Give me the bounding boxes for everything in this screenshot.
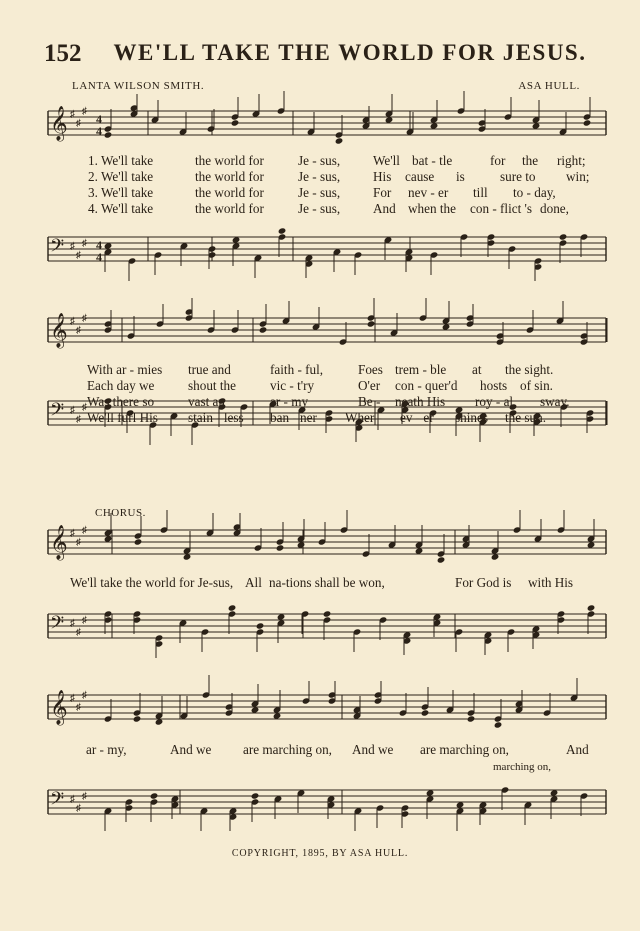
note-head (559, 233, 568, 240)
note-head (251, 792, 260, 799)
sharp-key-sign: ♯ (70, 618, 75, 629)
sharp-key-sign: ♯ (82, 402, 87, 413)
note-head (276, 544, 285, 551)
bass-clef: 𝄢 (50, 236, 65, 261)
sharp-key-sign: ♯ (76, 118, 81, 129)
verse-3-row-1: 3. We'll take the world for Je - sus, For nev - er till to - day, (88, 185, 556, 200)
note-head (467, 715, 476, 722)
sharp-key-sign: ♯ (70, 109, 75, 120)
sharp-key-sign: ♯ (76, 414, 81, 425)
sharp-key-sign: ♯ (82, 791, 87, 802)
time-sig-bottom: 4 (96, 124, 102, 138)
sharp-key-sign: ♯ (82, 525, 87, 536)
sharp-key-sign: ♯ (76, 250, 81, 261)
sharp-key-sign: ♯ (82, 106, 87, 117)
verse-3-row-2: Was there so vast an ar - my Be - neath His roy - al sway. (87, 394, 570, 409)
sharp-key-sign: ♯ (76, 537, 81, 548)
sharp-key-sign: ♯ (82, 615, 87, 626)
sharp-key-sign: ♯ (76, 702, 81, 713)
bass-clef: 𝄢 (50, 613, 65, 638)
sharp-key-sign: ♯ (82, 238, 87, 249)
verse-2-row-1: 2. We'll take the world for Je - sus, His cause is sure to win; (88, 169, 590, 184)
note-head (323, 610, 332, 617)
sharp-key-sign: ♯ (82, 690, 87, 701)
note-head (231, 119, 240, 126)
sharp-key-sign: ♯ (82, 313, 87, 324)
treble-clef: 𝄞 (50, 690, 68, 725)
note-head (134, 538, 143, 545)
chorus-lyrics-row-2: ar - my, And we are marching on, And we are marching on, And (86, 742, 589, 757)
sharp-key-sign: ♯ (70, 794, 75, 805)
time-sig-bottom: 4 (96, 250, 102, 264)
treble-clef: 𝄞 (50, 525, 68, 560)
note-head (104, 131, 113, 138)
note-head (256, 622, 265, 629)
note-head (587, 604, 596, 611)
verse-2-row-2: Each day we shout the vic - t'ry O'er con - quer'd hosts of sin. (87, 378, 553, 393)
composer-credit: ASA HULL. (518, 80, 580, 92)
sharp-key-sign: ♯ (70, 693, 75, 704)
hymn-title: WE'LL TAKE THE WORLD FOR JESUS. (113, 40, 587, 65)
note-head (437, 556, 446, 563)
time-sig-top: 4 (96, 112, 102, 126)
lyricist-credit: LANTA WILSON SMITH. (72, 80, 205, 92)
sharp-key-sign: ♯ (70, 528, 75, 539)
treble-clef: 𝄞 (50, 106, 68, 141)
verse-1-row-2: With ar - mies true and faith - ful, Foes trem - ble at the sight. (87, 362, 554, 377)
sharp-key-sign: ♯ (70, 241, 75, 252)
note-head (259, 326, 268, 333)
time-sig-top: 4 (96, 238, 102, 252)
verse-4-row-2: We'll furl His stain - less ban - ner Wher - ev - er shines the sun. (87, 410, 547, 425)
verse-1-row-1: 1. We'll take the world for Je - sus, We'll bat - tle for the right; (88, 153, 586, 168)
note-head (133, 715, 142, 722)
verse-4-row-1: 4. We'll take the world for Je - sus, And when the con - flict 's done, (88, 201, 569, 216)
chorus-lyrics-row-1: We'll take the world for Je-sus, All na-tions shall be won, For God is with His (70, 575, 574, 590)
chorus-label: CHORUS. (95, 507, 146, 519)
note-head (335, 137, 344, 144)
note-head (421, 709, 430, 716)
copyright-footer: COPYRIGHT, 1895, BY ASA HULL. (231, 848, 409, 859)
note-head (150, 792, 159, 799)
page-number: 152 (44, 40, 82, 67)
note-head (583, 119, 592, 126)
note-head (494, 721, 503, 728)
bass-cue-row: marching on, (493, 761, 552, 773)
note-head (367, 320, 376, 327)
note-head (278, 227, 287, 234)
bass-clef: 𝄢 (50, 789, 65, 814)
note-head (228, 604, 237, 611)
sharp-key-sign: ♯ (70, 405, 75, 416)
sharp-key-sign: ♯ (76, 627, 81, 638)
sharp-key-sign: ♯ (76, 803, 81, 814)
sharp-key-sign: ♯ (76, 325, 81, 336)
treble-clef: 𝄞 (50, 313, 68, 348)
bass-clef: 𝄢 (50, 400, 65, 425)
sharp-key-sign: ♯ (70, 316, 75, 327)
